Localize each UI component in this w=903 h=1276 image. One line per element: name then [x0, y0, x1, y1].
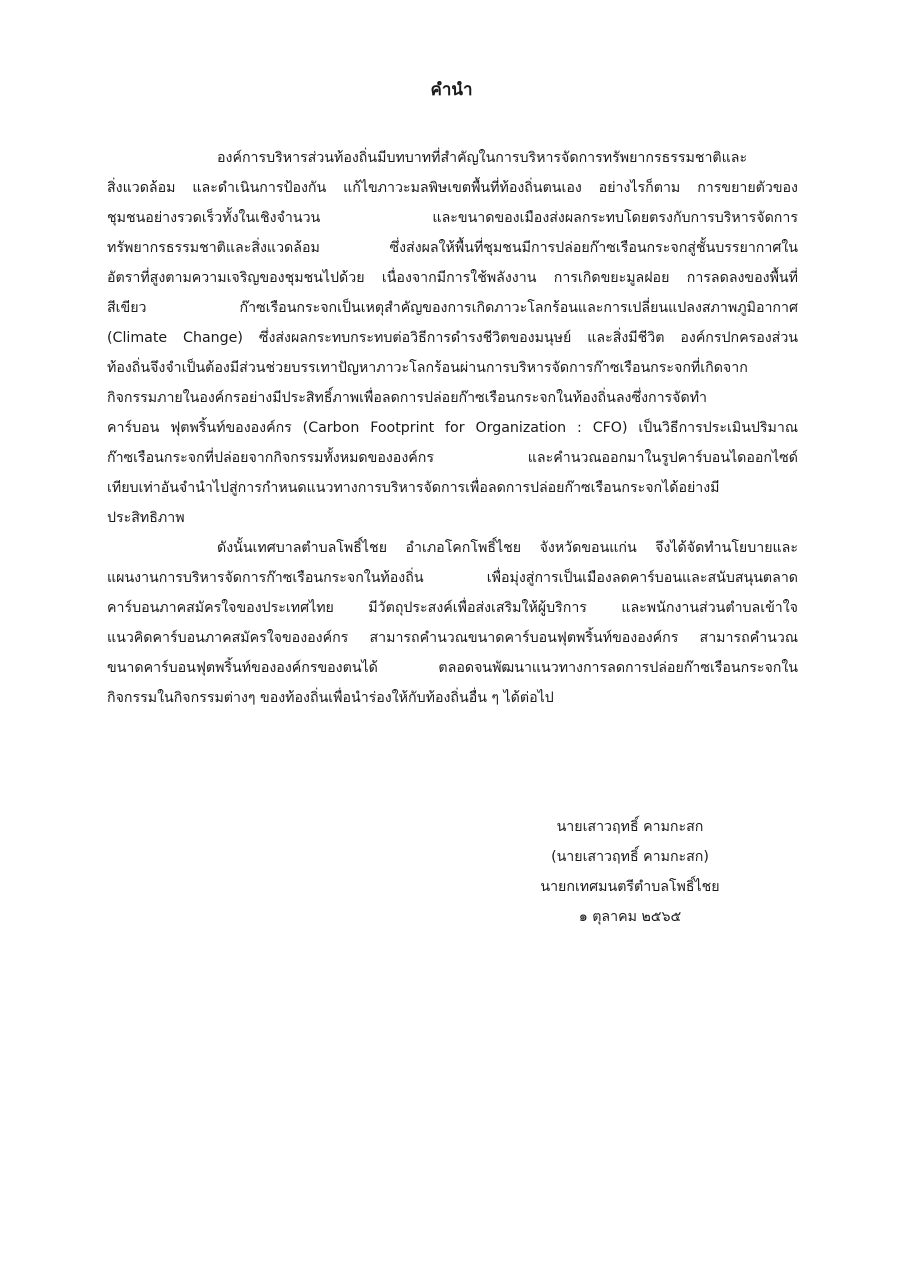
document-body: [107, 143, 798, 713]
paragraph-line: องค์การบริหารส่วนท้องถิ่นมีบทบาทที่สำคัญในการบริหารจัดการทรัพยากรธรรมชาติและ: [217, 150, 748, 166]
paragraph-line: ท้องถิ่นจึงจำเป็นต้องมีส่วนช่วยบรรเทาปัญหาภาวะโลกร้อนผ่านการบริหารจัดการก๊าซเรือนกระจกที่เกิดจาก: [107, 360, 748, 376]
paragraph-line: (Climate Change) ซึ่งส่งผลกระทบกระทบต่อวิธีการดำรงชีวิตของมนุษย์ และสิ่งมีชีวิต องค์กรปกครองส่วน: [107, 330, 798, 346]
paragraph-line: แนวคิดคาร์บอนภาคสมัครใจขององค์กร สามารถคำนวณขนาดคาร์บอนฟุตพริ้นท์ขององค์กร สามารถคำนวณ: [107, 630, 798, 646]
document-title: คำนำ: [430, 80, 473, 100]
signatory-name-printed: (นายเสาวฤทธิ์ คามกะสก): [551, 849, 709, 865]
paragraph-2: [107, 533, 798, 713]
paragraph-line: กิจกรรมในกิจกรรมต่างๆ ของท้องถิ่นเพื่อนำร่องให้กับท้องถิ่นอื่น ๆ ได้ต่อไป: [107, 690, 554, 706]
signatory-name: นายเสาวฤทธิ์ คามกะสก: [556, 819, 704, 835]
signature-date: ๑ ตุลาคม ๒๕๖๕: [578, 909, 682, 925]
paragraph-line: ประสิทธิภาพ: [107, 510, 185, 526]
paragraph-line: คาร์บอน ฟุตพริ้นท์ขององค์กร (Carbon Footprint for Organization : CFO) เป็นวิธีการประเมินปริมาณ: [107, 420, 798, 436]
paragraph-line: สิ่งแวดล้อม และดำเนินการป้องกัน แก้ไขภาวะมลพิษเขตพื้นที่ท้องถิ่นตนเอง อย่างไรก็ตาม การขยายตัวของ: [107, 180, 798, 196]
paragraph-line: ทรัพยากรธรรมชาติและสิ่งแวดล้อม ซึ่งส่งผลให้พื้นที่ชุมชนมีการปล่อยก๊าซเรือนกระจกสู่ชั้นบรรยากาศใน: [107, 240, 798, 256]
paragraph-line: ขนาดคาร์บอนฟุตพริ้นท์ขององค์กรของตนได้ ตลอดจนพัฒนาแนวทางการลดการปล่อยก๊าซเรือนกระจกใน: [107, 660, 798, 676]
paragraph-line: ดังนั้นเทศบาลตำบลโพธิ์ไชย อำเภอโคกโพธิ์ไชย จังหวัดขอนแก่น จึงได้จัดทำนโยบายและ: [217, 540, 798, 556]
paragraph-1: [107, 143, 798, 533]
paragraph-line: คาร์บอนภาคสมัครใจของประเทศไทย มีวัตถุประสงค์เพื่อส่งเสริมให้ผู้บริการ และพนักงานส่วนตำบลเข้าใจ: [107, 600, 798, 616]
paragraph-line: อัตราที่สูงตามความเจริญของชุมชนไปด้วย เนื่องจากมีการใช้พลังงาน การเกิดขยะมูลฝอย การลดลงของพื้นที่: [107, 270, 798, 286]
paragraph-line: สีเขียว ก๊าซเรือนกระจกเป็นเหตุสำคัญของการเกิดภาวะโลกร้อนและการเปลี่ยนแปลงสภาพภูมิอากาศ: [107, 300, 798, 316]
signatory-position: นายกเทศมนตรีตำบลโพธิ์ไชย: [540, 879, 720, 895]
paragraph-line: ก๊าซเรือนกระจกที่ปล่อยจากกิจกรรมทั้งหมดขององค์กร และคำนวณออกมาในรูปคาร์บอนไดออกไซด์: [107, 450, 798, 466]
signature-block: [520, 812, 740, 932]
paragraph-line: เทียบเท่าอันจำนำไปสู่การกำหนดแนวทางการบริหารจัดการเพื่อลดการปล่อยก๊าซเรือนกระจกได้อย่างมี: [107, 480, 720, 496]
paragraph-line: แผนงานการบริหารจัดการก๊าซเรือนกระจกในท้องถิ่น เพื่อมุ่งสู่การเป็นเมืองลดคาร์บอนและสนับสนุนตลาด: [107, 570, 798, 586]
paragraph-line: ชุมชนอย่างรวดเร็วทั้งในเชิงจำนวน และขนาดของเมืองส่งผลกระทบโดยตรงกับการบริหารจัดการ: [107, 210, 798, 226]
paragraph-line: กิจกรรมภายในองค์กรอย่างมีประสิทธิ์ภาพเพื่อลดการปล่อยก๊าซเรือนกระจกในท้องถิ่นลงซึ่งการจัดทำ: [107, 390, 708, 406]
